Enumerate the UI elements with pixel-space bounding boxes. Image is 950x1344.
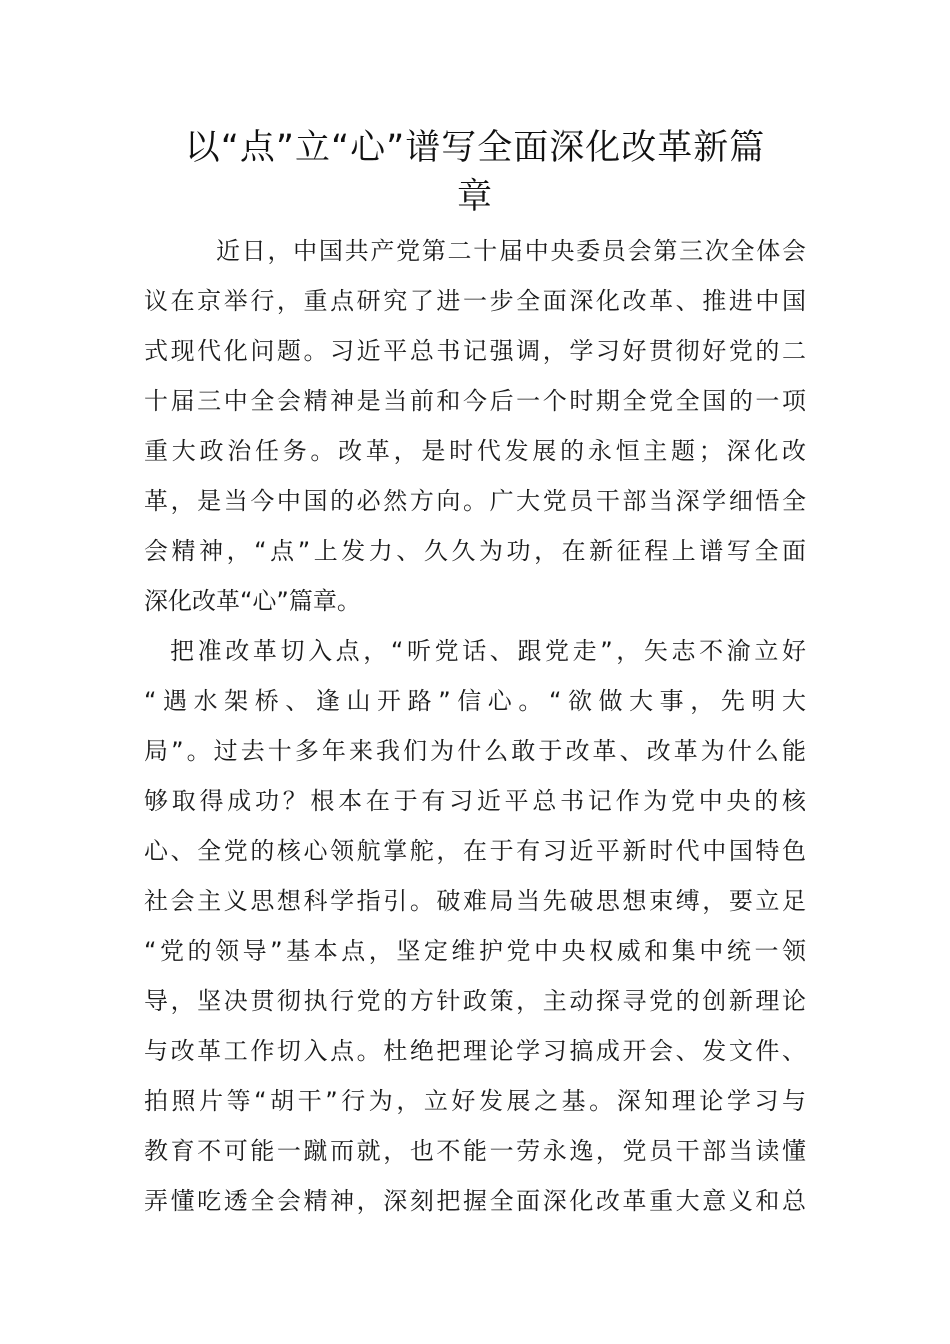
document-body <box>144 226 806 1226</box>
text-line: 把准改革切入点，“听党话、跟党走”，矢志不渝立好 <box>170 637 806 665</box>
text-line: 式现代化问题。习近平总书记强调，学习好贯彻好党的二 <box>144 337 806 365</box>
paragraph-2 <box>144 626 806 1226</box>
text-line: 会精神，“点”上发力、久久为功，在新征程上谱写全面 <box>144 537 806 565</box>
text-line: 教育不可能一蹴而就，也不能一劳永逸，党员干部当读懂 <box>144 1137 806 1165</box>
text-line: 十届三中全会精神是当前和今后一个时期全党全国的一项 <box>144 387 806 415</box>
text-line: 近日，中国共产党第二十届中央委员会第三次全体会 <box>216 237 806 265</box>
text-line: 深化改革“心”篇章。 <box>144 587 361 615</box>
text-line: 革，是当今中国的必然方向。广大党员干部当深学细悟全 <box>144 487 806 515</box>
document-title <box>140 124 810 222</box>
text-line: 心、全党的核心领航掌舵，在于有习近平新时代中国特色 <box>144 837 806 865</box>
text-line: 拍照片等“胡干”行为，立好发展之基。深知理论学习与 <box>144 1087 806 1115</box>
text-line: 议在京举行，重点研究了进一步全面深化改革、推进中国 <box>144 287 806 315</box>
text-line: 局”。过去十多年来我们为什么敢于改革、改革为什么能 <box>144 737 806 765</box>
text-line: 弄懂吃透全会精神，深刻把握全面深化改革重大意义和总 <box>144 1187 806 1215</box>
text-line: 导，坚决贯彻执行党的方针政策，主动探寻党的创新理论 <box>144 987 806 1015</box>
text-line: “党的领导”基本点，坚定维护党中央权威和集中统一领 <box>144 937 806 965</box>
paragraph-1 <box>144 226 806 626</box>
text-line: 社会主义思想科学指引。破难局当先破思想束缚，要立足 <box>144 887 806 915</box>
text-line: 重大政治任务。改革，是时代发展的永恒主题；深化改 <box>144 437 806 465</box>
title-line-2: 章 <box>456 177 493 217</box>
title-line-1: 以“点”立“心”谱写全面深化改革新篇 <box>184 128 766 168</box>
text-line: 够取得成功？根本在于有习近平总书记作为党中央的核 <box>144 787 806 815</box>
text-line: 与改革工作切入点。杜绝把理论学习搞成开会、发文件、 <box>144 1037 806 1065</box>
text-line: “遇水架桥、逢山开路”信心。“欲做大事，先明大 <box>144 687 806 715</box>
